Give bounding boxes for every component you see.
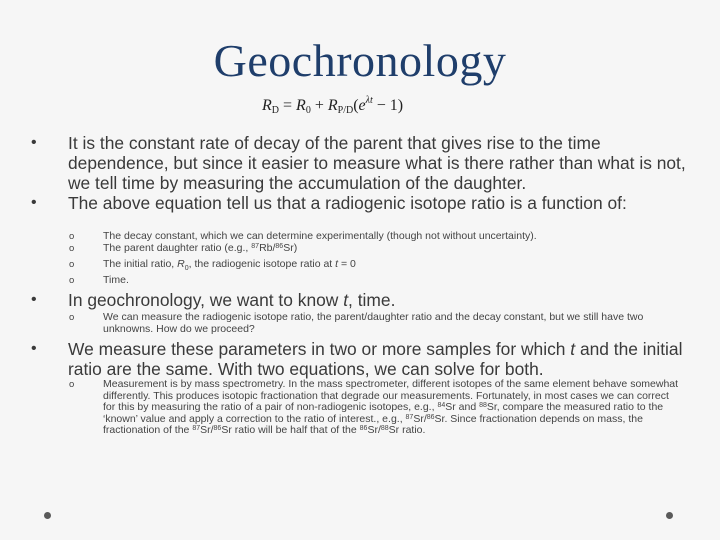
decay-equation: $R_D = R_0 + R_{P/D}(e^{\lambda t} - 1)$ bbox=[262, 95, 404, 116]
sub-bullet-text: Measurement is by mass spectrometry. In the mass spectrometer, different isotopes of the same element behave somewhat differently. This produces isotopic fractionation that degrade our measurements. Fortunately, in most cases we can correct for this by measuring the ratio of a pair of non-radiogenic isotopes, e.g., $^{84}$Sr and $^{88}$Sr, compare the measured ratio to the ‘known’ value and apply a correction to the ratio of interest., e.g., $^{87}$Sr/$^{86}$Sr. Since fractionation depends on mass, the fractionation of the $^{87}$Sr/$^{86}$Sr ratio will be half that of the $^{86}$Sr/$^{88}$Sr ratio. bbox=[103, 378, 679, 437]
sub-bullet-marker: o bbox=[69, 259, 75, 270]
bullet-text: The above equation tell us that a radiogenic isotope ratio is a function of: bbox=[68, 193, 627, 213]
bullet-marker: • bbox=[31, 340, 37, 357]
bullet-text: We measure these parameters in two or more samples for which t and the initial ratio are the same. With two equations, we can solve for both. bbox=[68, 339, 683, 379]
sub-bullet-text: The initial ratio, $R_0$, the radiogenic isotope ratio at t = 0 bbox=[103, 258, 356, 273]
bullet-marker: • bbox=[31, 134, 37, 151]
decorative-dot-left bbox=[44, 512, 51, 519]
bullet-text: In geochronology, we want to know t, time. bbox=[68, 290, 396, 310]
sub-bullet-marker: o bbox=[69, 243, 75, 254]
sub-bullet-text: Time. bbox=[103, 274, 129, 286]
sub-bullet-text: The decay constant, which we can determine experimentally (though not without uncertainty). bbox=[103, 230, 537, 242]
sub-bullet-marker: o bbox=[69, 231, 75, 242]
bullet-marker: • bbox=[31, 194, 37, 211]
slide-title: Geochronology bbox=[213, 35, 507, 86]
sub-bullet-text: We can measure the radiogenic isotope ratio, the parent/daughter ratio and the decay constant, but we still have two unknowns. How do we proceed? bbox=[103, 311, 644, 335]
sub-bullet-marker: o bbox=[69, 275, 75, 286]
sub-bullet-text: The parent daughter ratio (e.g., $^{87}$Rb/$^{86}$Sr) bbox=[103, 242, 298, 254]
sub-bullet-marker: o bbox=[69, 379, 75, 390]
decorative-dot-right bbox=[666, 512, 673, 519]
bullet-marker: • bbox=[31, 291, 37, 308]
bullet-text: It is the constant rate of decay of the parent that gives rise to the time dependence, but since it easier to measure what is there rather than what is not, we tell time by measuring the accumulation of the daughter. bbox=[68, 133, 686, 193]
sub-bullet-marker: o bbox=[69, 312, 75, 323]
